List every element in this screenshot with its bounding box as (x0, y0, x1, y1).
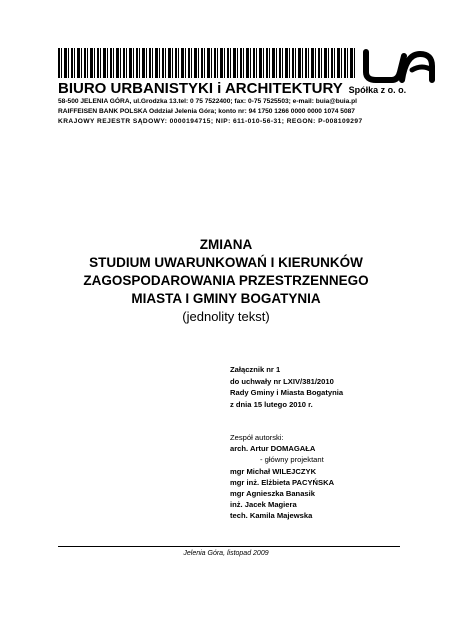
registry-line: KRAJOWY REJESTR SĄDOWY: 0000194715; NIP: 611-010-56-31; REGON: P-008109297 (58, 118, 363, 125)
authors-block (230, 432, 334, 522)
attachment-line-1: Załącznik nr 1 (230, 365, 281, 374)
author-member: inż. Jacek Magiera (230, 500, 297, 510)
author-lead-role: - główny projektant (260, 455, 324, 465)
authors-heading: Zespół autorski: (230, 433, 284, 442)
title-subtitle: (jednolity tekst) (182, 309, 270, 324)
attachment-block (230, 364, 343, 410)
author-lead-name: arch. Artur DOMAGAŁA (230, 444, 316, 454)
buia-logo-icon (362, 48, 438, 84)
document-title (0, 236, 452, 326)
attachment-line-3: Rady Gminy i Miasta Bogatynia (230, 388, 344, 397)
title-line-2: STUDIUM UWARUNKOWAŃ I KIERUNKÓW (89, 255, 363, 270)
author-member: mgr Michał WILEJCZYK (230, 466, 317, 476)
footer-place-date: Jelenia Góra, listopad 2009 (183, 550, 269, 557)
author-member: mgr Agnieszka Banasik (230, 489, 315, 499)
barcode-icon (58, 48, 356, 78)
title-line-1: ZMIANA (199, 237, 253, 252)
firm-name (58, 80, 406, 97)
address-line: 58-500 JELENIA GÓRA, ul.Grodzka 13.tel: 0 75 7522400; fax: 0-75 7525503; e-mail: buia@buia.pl (58, 98, 357, 105)
firm-suffix: Spółka z o. o. (348, 85, 407, 95)
author-member: mgr inż. Elżbieta PACYŃSKA (230, 477, 335, 487)
footer-divider (58, 546, 400, 547)
bank-line: RAIFFEISEN BANK POLSKA Oddział Jelenia Góra; konto nr: 94 1750 1266 0000 0000 1074 5087 (58, 108, 355, 115)
attachment-line-4: z dnia 15 lutego 2010 r. (230, 399, 313, 409)
title-line-3: ZAGOSPODAROWANIA PRZESTRZENNEGO (83, 273, 369, 288)
title-line-4: MIASTA I GMINY BOGATYNIA (131, 291, 321, 306)
firm-name-text: BIURO URBANISTYKI i ARCHITEKTURY (58, 80, 343, 97)
attachment-line-2: do uchwały nr LXIV/381/2010 (230, 376, 334, 386)
author-member: tech. Kamila Majewska (230, 511, 313, 521)
